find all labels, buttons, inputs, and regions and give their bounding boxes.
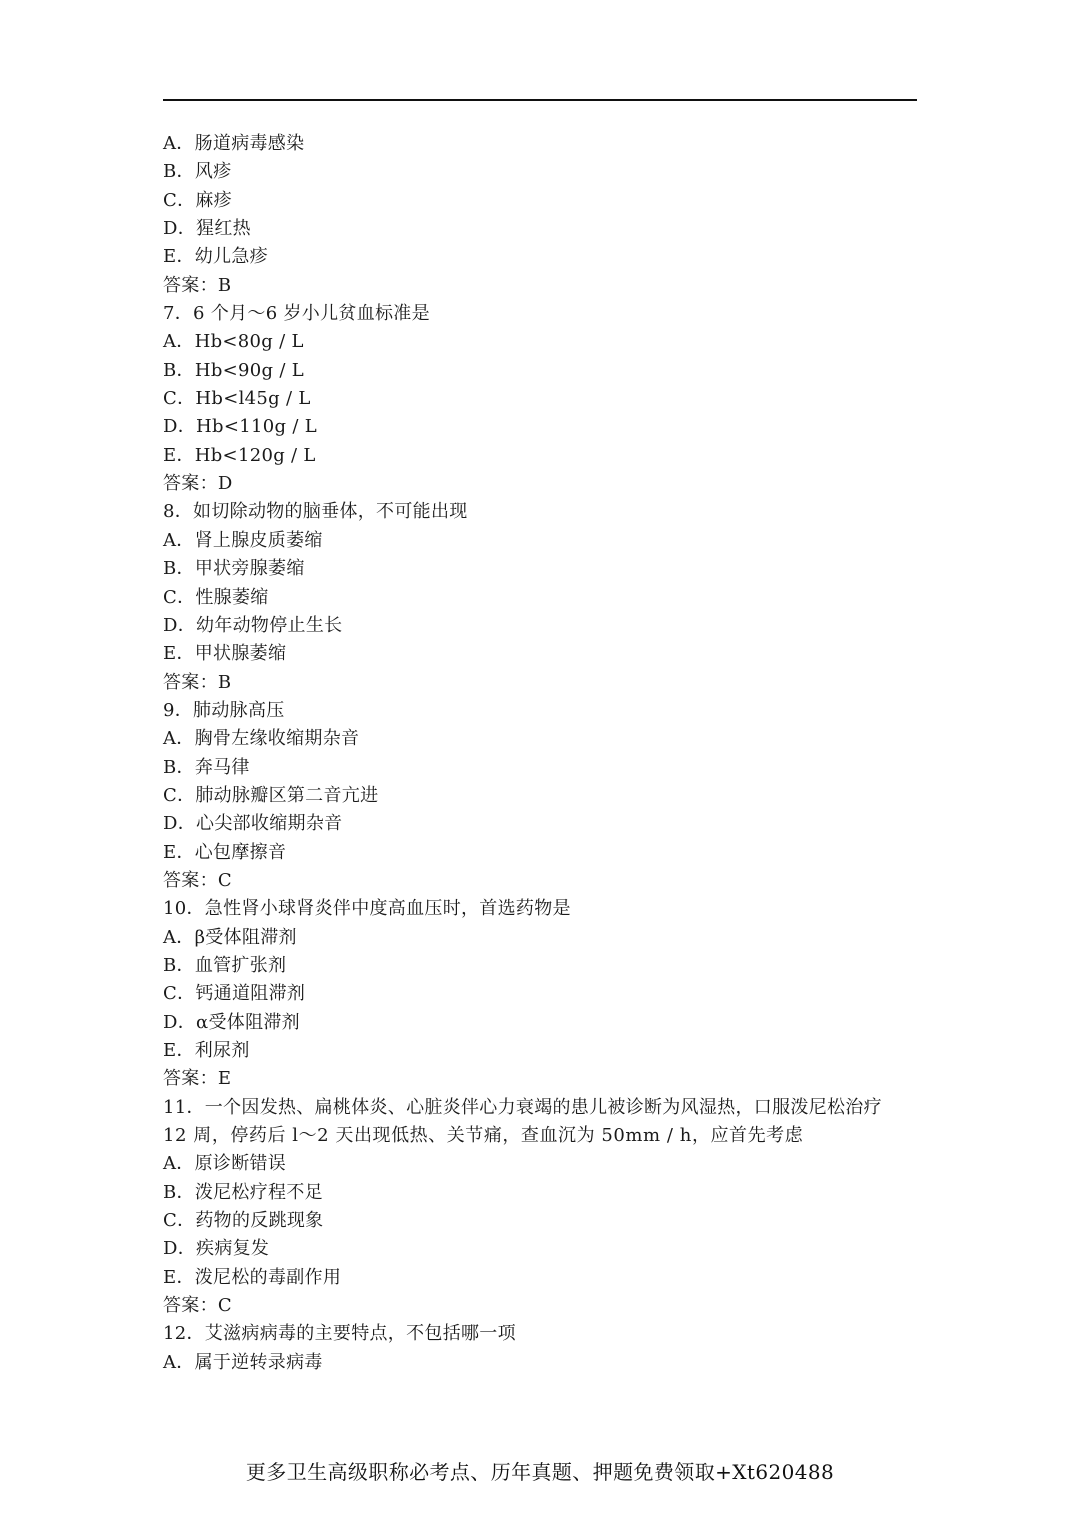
text-line: B．风疹	[163, 161, 232, 183]
footer-promo: 更多卫生高级职称必考点、历年真题、押题免费领取+Xt620488	[245, 1460, 835, 1484]
answer-line: 答案：B	[163, 671, 232, 693]
text-line: C．药物的反跳现象	[163, 1210, 324, 1232]
text-line: D．猩红热	[163, 218, 251, 240]
question-line: 10．急性肾小球肾炎伴中度高血压时，首选药物是	[163, 898, 571, 920]
page-body	[163, 130, 923, 1377]
answer-line: 答案：D	[163, 473, 233, 495]
header-rule	[163, 99, 917, 101]
question-line: 12．艾滋病病毒的主要特点，不包括哪一项	[163, 1323, 516, 1345]
text-line: B．甲状旁腺萎缩	[163, 558, 305, 580]
text-line: E．甲状腺萎缩	[163, 643, 287, 665]
text-line: B．Hb<90g / L	[163, 359, 305, 381]
text-line: C．钙通道阻滞剂	[163, 983, 306, 1005]
text-line: D．幼年动物停止生长	[163, 614, 343, 636]
answer-line: 答案：C	[163, 869, 232, 891]
question-line: 7．6 个月～6 岁小儿贫血标准是	[163, 303, 430, 325]
question-line: 8．如切除动物的脑垂体，不可能出现	[163, 501, 468, 523]
text-line: C．肺动脉瓣区第二音亢进	[163, 784, 379, 806]
text-line: E．泼尼松的毒副作用	[163, 1266, 342, 1288]
answer-line: 答案：E	[163, 1068, 232, 1090]
text-line: B．奔马律	[163, 756, 250, 778]
question-line: 11．一个因发热、扁桃体炎、心脏炎伴心力衰竭的患儿被诊断为风湿热，口服泼尼松治疗	[163, 1096, 882, 1118]
answer-line: 答案：B	[163, 274, 232, 296]
text-line: C．性腺萎缩	[163, 586, 269, 608]
text-line: D．心尖部收缩期杂音	[163, 813, 343, 835]
answer-line: 答案：C	[163, 1295, 232, 1317]
text-line: E．幼儿急疹	[163, 246, 268, 268]
text-line: C．麻疹	[163, 189, 232, 211]
text-line: E．Hb<120g / L	[163, 444, 316, 466]
text-line: D．疾病复发	[163, 1238, 270, 1260]
text-line: D．Hb<110g / L	[163, 416, 317, 438]
text-line: A．胸骨左缘收缩期杂音	[163, 728, 360, 750]
text-line: E．心包摩擦音	[163, 841, 287, 863]
text-line: A．属于逆转录病毒	[163, 1351, 323, 1373]
question-line: 9．肺动脉高压	[163, 699, 285, 721]
question-line-continued: 12 周，停药后 l～2 天出现低热、关节痛，查血沉为 50mm / h，应首先考虑	[163, 1125, 804, 1147]
text-line: C．Hb<l45g / L	[163, 388, 311, 410]
text-line: B．血管扩张剂	[163, 954, 287, 976]
text-line: A．原诊断错误	[163, 1153, 287, 1175]
text-line: D．α受体阻滞剂	[163, 1011, 300, 1033]
text-line: B．泼尼松疗程不足	[163, 1181, 323, 1203]
text-line: A．β受体阻滞剂	[163, 926, 297, 948]
text-line: E．利尿剂	[163, 1040, 250, 1061]
text-line: A．Hb<80g / L	[163, 331, 304, 353]
text-line: A．肠道病毒感染	[163, 133, 305, 154]
text-line: A．肾上腺皮质萎缩	[163, 529, 323, 551]
